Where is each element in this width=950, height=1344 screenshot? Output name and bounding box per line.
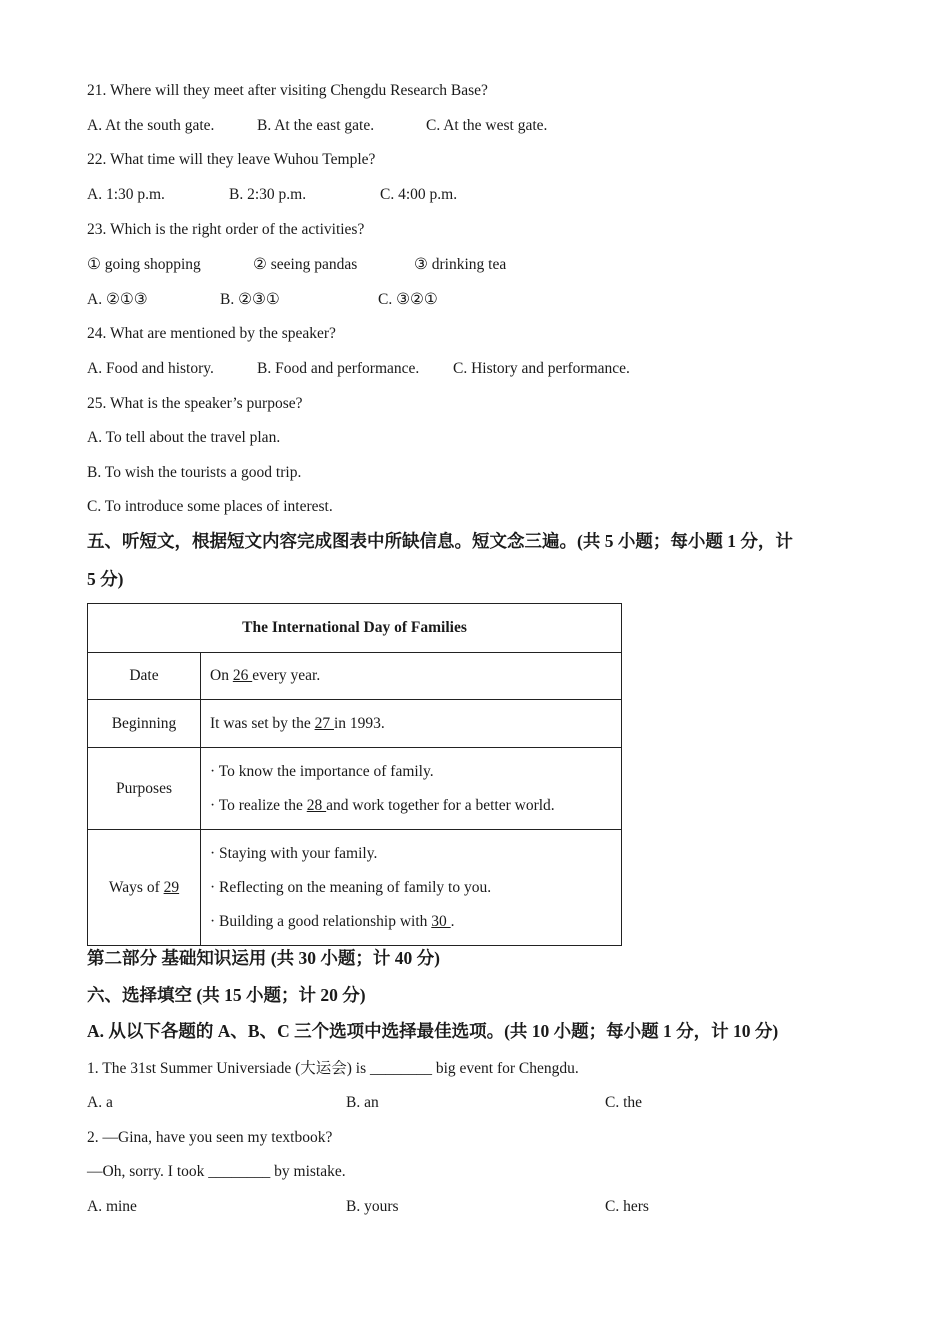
- question-2: 2. —Gina, have you seen my textbook?: [87, 1129, 333, 1146]
- way-1: · Staying with your family.: [210, 844, 378, 862]
- option-2-b: B. yours: [346, 1198, 399, 1215]
- question-25: 25. What is the speaker’s purpose?: [87, 395, 303, 412]
- section-5-heading-cont: 5 分): [87, 569, 124, 589]
- purpose-2: · To realize the 28 and work together for a better world.: [210, 796, 555, 814]
- option-23-b: B. ②③①: [220, 291, 280, 308]
- table-row: [88, 748, 622, 830]
- row-value-date: On 26 every year.: [201, 653, 622, 700]
- option-21-b: B. At the east gate.: [257, 117, 375, 134]
- row-value-ways: [201, 830, 622, 946]
- activity-item-2: ② seeing pandas: [253, 256, 358, 273]
- blank-30: 30: [431, 912, 451, 930]
- blank-29: 29: [163, 878, 180, 896]
- option-21-a: A. At the south gate.: [87, 117, 215, 134]
- way-2: · Reflecting on the meaning of family to you.: [210, 878, 492, 896]
- option-22-c: C. 4:00 p.m.: [380, 186, 458, 203]
- activity-item-3: ③ drinking tea: [414, 256, 507, 273]
- section-5-heading: 五、听短文，根据短文内容完成图表中所缺信息。短文念三遍。(共 5 小题；每小题 1 分，计: [87, 531, 793, 551]
- option-25-a: A. To tell about the travel plan.: [87, 429, 281, 446]
- purpose-1: · To know the importance of family.: [210, 762, 434, 780]
- blank-28: 28: [306, 796, 327, 814]
- table-row: [88, 830, 622, 946]
- row-label-ways: Ways of 29: [88, 830, 201, 946]
- option-2-c: C. hers: [605, 1198, 649, 1215]
- row-value-purposes: [201, 748, 622, 830]
- table-title: The International Day of Families: [88, 604, 622, 653]
- option-25-c: C. To introduce some places of interest.: [87, 498, 333, 515]
- option-24-b: B. Food and performance.: [257, 360, 420, 377]
- row-value-beginning: It was set by the 27 in 1993.: [201, 700, 622, 748]
- question-1: 1. The 31st Summer Universiade (大运会) is ________ big event for Chengdu.: [87, 1060, 579, 1077]
- option-23-c: C. ③②①: [378, 291, 438, 308]
- table-row: [88, 653, 622, 700]
- option-1-b: B. an: [346, 1094, 379, 1111]
- option-2-a: A. mine: [87, 1198, 137, 1215]
- way-3: · Building a good relationship with 30 .: [210, 912, 455, 930]
- part-2-heading: 第二部分 基础知识运用 (共 30 小题；计 40 分): [87, 948, 440, 968]
- section-6-heading: 六、选择填空 (共 15 小题；计 20 分): [87, 985, 366, 1005]
- question-24: 24. What are mentioned by the speaker?: [87, 325, 336, 342]
- option-22-a: A. 1:30 p.m.: [87, 186, 165, 203]
- option-22-b: B. 2:30 p.m.: [229, 186, 307, 203]
- option-21-c: C. At the west gate.: [426, 117, 548, 134]
- question-22: 22. What time will they leave Wuhou Temple?: [87, 151, 376, 168]
- option-24-c: C. History and performance.: [453, 360, 630, 377]
- row-label-purposes: Purposes: [88, 748, 201, 830]
- option-1-c: C. the: [605, 1094, 643, 1111]
- family-day-table: [87, 603, 622, 946]
- question-2-reply: —Oh, sorry. I took ________ by mistake.: [87, 1163, 346, 1180]
- activity-item-1: ① going shopping: [87, 256, 201, 273]
- question-21: 21. Where will they meet after visiting Chengdu Research Base?: [87, 82, 488, 99]
- blank-27: 27: [314, 714, 334, 732]
- option-24-a: A. Food and history.: [87, 360, 214, 377]
- option-25-b: B. To wish the tourists a good trip.: [87, 464, 302, 481]
- section-a-heading: A. 从以下各题的 A、B、C 三个选项中选择最佳选项。(共 10 小题；每小题 1 分，计 10 分): [87, 1021, 779, 1041]
- blank-26: 26: [232, 667, 253, 684]
- table-row: [88, 700, 622, 748]
- option-1-a: A. a: [87, 1094, 113, 1111]
- row-label-date: Date: [88, 653, 201, 700]
- row-label-beginning: Beginning: [88, 700, 201, 748]
- question-23: 23. Which is the right order of the activities?: [87, 221, 365, 238]
- option-23-a: A. ②①③: [87, 291, 148, 308]
